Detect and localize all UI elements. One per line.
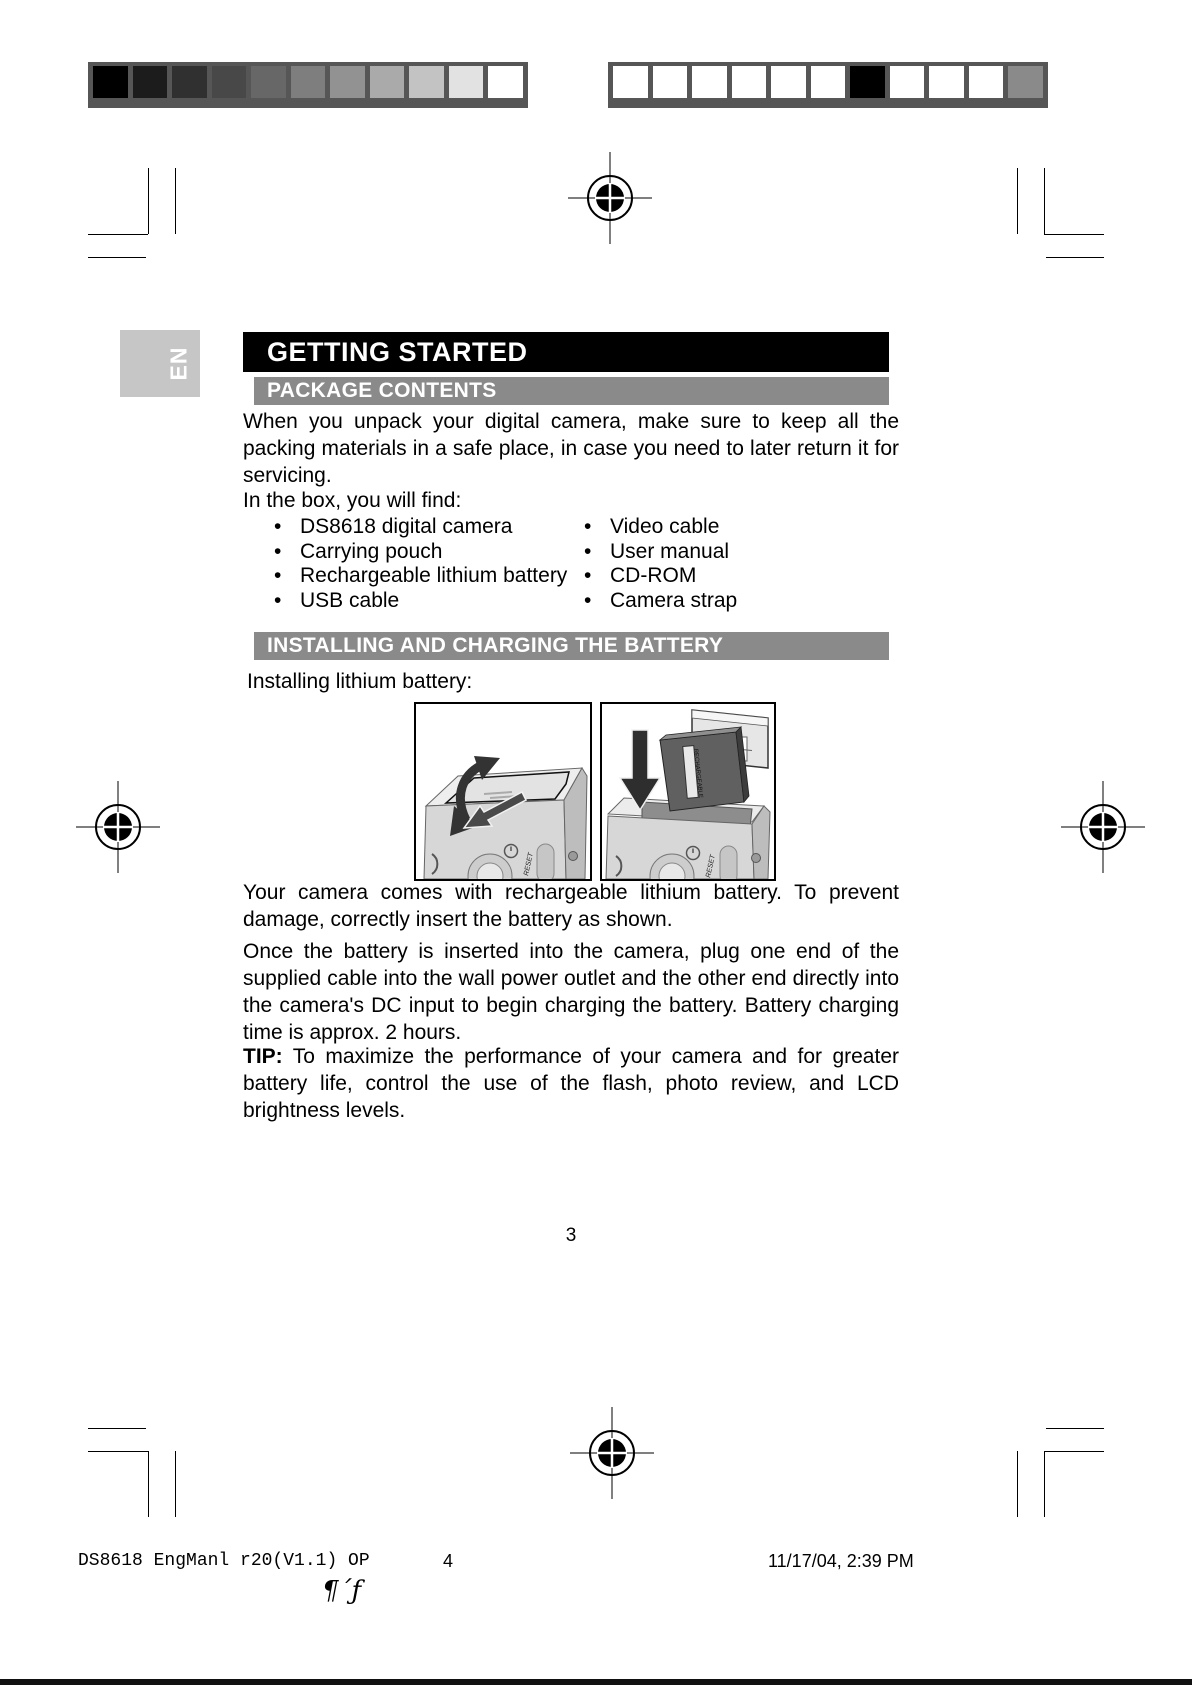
tip-text: To maximize the performance of your camera and for greater battery life, control the use of the flash, photo review, and LCD brightness levels. xyxy=(243,1045,899,1122)
calibration-cell xyxy=(771,66,806,98)
calibration-cell xyxy=(291,66,326,98)
package-item xyxy=(578,540,737,565)
box-contents-label: In the box, you will find: xyxy=(243,489,462,512)
calibration-cell xyxy=(172,66,207,98)
footer-file-info: DS8618 EngManl r20(V1.1) OP xyxy=(78,1551,370,1571)
bullet-icon: • xyxy=(584,588,592,612)
package-item-label: USB cable xyxy=(300,588,400,612)
calibration-cell xyxy=(251,66,286,98)
tip-label: TIP: xyxy=(243,1045,283,1068)
bullet-icon: • xyxy=(274,539,282,563)
crop-line xyxy=(1017,1451,1018,1517)
registration-mark-bottom xyxy=(564,1405,660,1501)
battery xyxy=(660,727,749,811)
calibration-cell xyxy=(488,66,523,98)
getting-started-bar xyxy=(243,332,889,372)
bullet-icon: • xyxy=(584,515,592,538)
calibration-cell xyxy=(370,66,405,98)
package-item xyxy=(268,564,567,589)
battery-tip-paragraph xyxy=(243,1043,899,1124)
calibration-cell xyxy=(653,66,688,98)
section-heading: INSTALLING AND CHARGING THE BATTERY xyxy=(267,634,724,657)
package-item xyxy=(578,589,737,614)
page-number: 3 xyxy=(565,1225,577,1246)
bullet-icon: • xyxy=(584,564,592,587)
screw xyxy=(752,854,761,863)
calibration-bar-right xyxy=(608,62,1048,108)
calibration-cell xyxy=(1008,66,1043,98)
battery-label: RECHARGEABLE xyxy=(692,748,704,799)
package-item-label: Video cable xyxy=(610,515,720,538)
battery-paragraph-2: Once the battery is inserted into the camera, plug one end of the supplied cable into the wall power outlet and the other end directly into the camera's DC input to begin charging the battery. Battery charging time is approx. 2 hours. xyxy=(243,940,899,1044)
package-item xyxy=(268,515,567,540)
footer-datetime: 11/17/04, 2:39 PM xyxy=(768,1551,914,1571)
crop-line xyxy=(88,234,148,235)
calibration-cell xyxy=(890,66,925,98)
bullet-icon: • xyxy=(274,588,282,612)
package-items-right xyxy=(578,515,737,613)
calibration-cell xyxy=(929,66,964,98)
page-title: GETTING STARTED xyxy=(267,336,528,367)
package-item-label: CD-ROM xyxy=(610,564,697,587)
calibration-cell xyxy=(409,66,444,98)
crop-line xyxy=(175,1451,176,1517)
page-bottom-edge xyxy=(0,1679,1192,1685)
reset-label: RESET xyxy=(705,854,717,879)
calibration-cell xyxy=(969,66,1004,98)
crop-line xyxy=(1044,234,1104,235)
calibration-cell xyxy=(692,66,727,98)
calibration-cell xyxy=(613,66,648,98)
calibration-cell xyxy=(850,66,885,98)
crop-line xyxy=(175,168,176,234)
shutter-button xyxy=(720,846,737,879)
crop-line xyxy=(1044,1451,1104,1452)
section-heading: PACKAGE CONTENTS xyxy=(267,379,497,402)
calibration-cell xyxy=(133,66,168,98)
calibration-cell xyxy=(732,66,767,98)
camera-insert-battery-drawing xyxy=(602,704,774,879)
crop-line xyxy=(88,1428,146,1429)
illustration-insert-battery xyxy=(600,702,776,881)
shutter-button xyxy=(537,844,554,879)
registration-mark-left xyxy=(70,779,166,875)
registration-mark-top xyxy=(562,150,658,246)
camera-open-cover-drawing xyxy=(416,704,590,879)
bullet-icon: • xyxy=(274,564,282,587)
language-tab xyxy=(120,330,200,397)
crop-line xyxy=(1046,1428,1104,1429)
illustration-open-battery-cover xyxy=(414,702,592,881)
crop-line xyxy=(1044,168,1045,234)
calibration-bar-left xyxy=(88,62,528,108)
crop-line xyxy=(88,1451,148,1452)
package-item-label: DS8618 digital camera xyxy=(300,515,513,538)
package-items-left xyxy=(268,515,567,613)
crop-line xyxy=(1017,168,1018,234)
package-contents-bar xyxy=(254,377,889,405)
footer-sheet-number: 4 xyxy=(443,1551,454,1571)
package-item xyxy=(268,540,567,565)
reset-label: RESET xyxy=(523,852,535,877)
crop-line xyxy=(1044,1451,1045,1517)
package-item xyxy=(578,564,737,589)
calibration-cell xyxy=(449,66,484,98)
calibration-cell xyxy=(93,66,128,98)
battery-paragraph-1: Your camera comes with rechargeable lithium battery. To prevent damage, correctly insert the battery as shown. xyxy=(243,881,899,931)
package-item xyxy=(578,515,737,540)
registration-mark-right xyxy=(1055,779,1151,875)
package-item-label: User manual xyxy=(610,539,730,563)
language-tab-label: EN xyxy=(165,346,192,381)
package-item-label: Rechargeable lithium battery xyxy=(300,564,568,587)
bullet-icon: • xyxy=(584,539,592,563)
crop-line xyxy=(1046,257,1104,258)
package-item xyxy=(268,589,567,614)
package-item-label: Camera strap xyxy=(610,588,738,612)
calibration-cell xyxy=(811,66,846,98)
calibration-cell xyxy=(212,66,247,98)
package-item-label: Carrying pouch xyxy=(300,539,443,563)
screw xyxy=(569,852,578,861)
crop-line xyxy=(148,168,149,234)
calibration-cell xyxy=(330,66,365,98)
installing-caption: Installing lithium battery: xyxy=(247,670,473,693)
crop-line xyxy=(88,257,146,258)
bullet-icon: • xyxy=(274,515,282,538)
package-intro-paragraph: When you unpack your digital camera, make sure to keep all the packing materials in a safe place, in case you need to later return it for servicing. xyxy=(243,410,899,487)
printer-mark: ¶´ƒ xyxy=(322,1576,362,1606)
installing-battery-bar xyxy=(254,632,889,660)
crop-line xyxy=(148,1451,149,1517)
